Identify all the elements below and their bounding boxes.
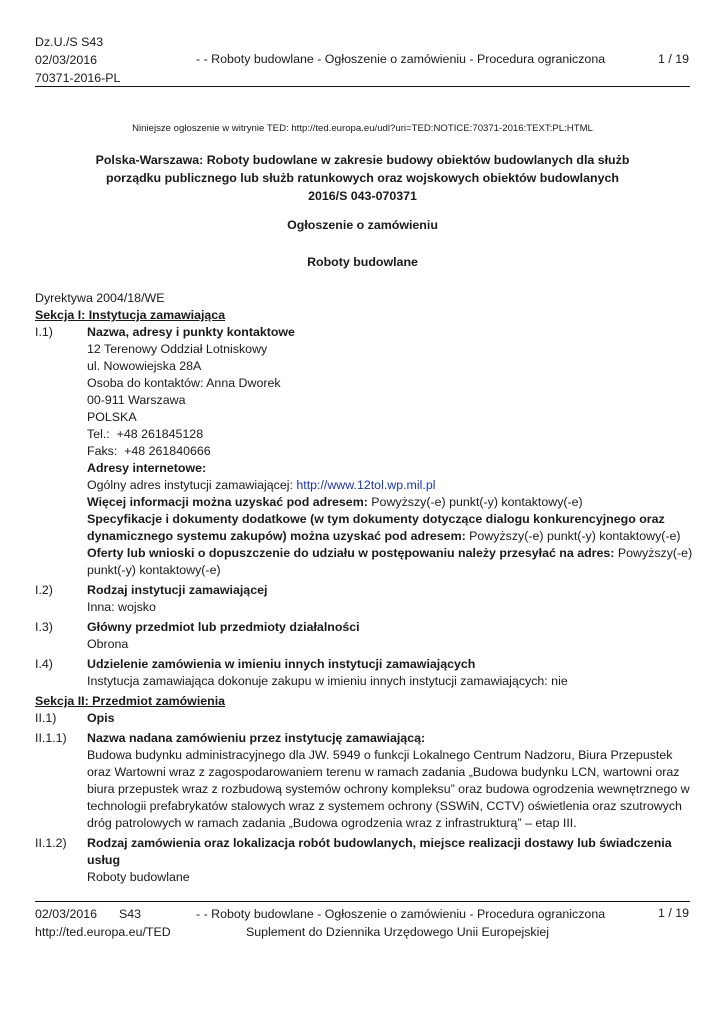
more-info xyxy=(87,494,692,511)
item-heading: Główny przedmiot lub przedmioty działalności xyxy=(87,620,360,634)
item-number: I.3) xyxy=(35,620,53,634)
header-page-number: 1 / 19 xyxy=(657,52,689,66)
item-heading: Udzielenie zamówienia w imieniu innych instytucji zamawiających xyxy=(87,657,476,671)
address-line: 12 Terenowy Oddział Lotniskowy xyxy=(87,342,268,356)
contact-person: Osoba do kontaktów: Anna Dworek xyxy=(87,376,281,390)
header-divider xyxy=(35,86,690,87)
section-1-title: Sekcja I: Instytucja zamawiająca xyxy=(35,308,226,322)
phone: Tel.: +48 261845128 xyxy=(87,427,204,441)
item-value: Roboty budowlane xyxy=(87,870,190,884)
item-number: II.1.1) xyxy=(35,731,67,745)
section-i1 xyxy=(35,324,693,579)
offers-value: Powyższy(-e) xyxy=(614,546,693,560)
item-number: I.4) xyxy=(35,657,53,671)
spec-docs xyxy=(87,528,692,545)
contract-name-line: biura przepustek wraz z rozbudową systemów ochrony kompleksu” oraz budowa ogrodzenia wewnętrznego w xyxy=(87,782,690,796)
item-number: I.1) xyxy=(35,325,53,339)
item-heading: Rodzaj zamówienia oraz lokalizacja robót budowlanych, miejsce realizacji dostawy lub świadczenia xyxy=(87,836,672,850)
item-number: I.2) xyxy=(35,583,53,597)
offers-label: Oferty lub wnioski o dopuszczenie do udziału w postępowaniu należy przesyłać na adres: xyxy=(87,546,615,560)
contract-type-heading: Roboty budowlane xyxy=(307,255,418,269)
footer-date: 02/03/2016 xyxy=(35,907,98,921)
footer-title: - - Roboty budowlane - Ogłoszenie o zamówieniu - Procedura ograniczona xyxy=(196,907,606,921)
journal-ref: Dz.U./S S43 xyxy=(35,35,104,49)
section-ii1 xyxy=(35,710,690,727)
section-ii12 xyxy=(35,835,690,886)
footer-url[interactable]: http://ted.europa.eu/TED xyxy=(35,925,171,939)
general-address xyxy=(87,477,692,494)
notice-id: 70371-2016-PL xyxy=(35,71,121,85)
offers-address xyxy=(87,545,692,562)
contract-name-line: technologii prefabrykatów stalowych wraz z systemem ochrony (SSWiN, CCTV) oświetlenia oraz szutrowych xyxy=(87,799,682,813)
item-heading: Opis xyxy=(87,711,115,725)
item-heading: Nazwa, adresy i punkty kontaktowe xyxy=(87,325,295,339)
item-value: Obrona xyxy=(87,637,129,651)
general-address-label: Ogólny adres instytucji zamawiającej: xyxy=(87,478,297,492)
general-address-link[interactable]: http://www.12tol.wp.mil.pl xyxy=(296,478,436,492)
spec-label: dynamicznego systemu zakupów) można uzyskać pod adresem: xyxy=(87,529,466,543)
address-line: 00-911 Warszawa xyxy=(87,393,186,407)
main-title xyxy=(60,151,665,205)
footer-series: S43 xyxy=(119,907,142,921)
header-title: - - Roboty budowlane - Ogłoszenie o zamówieniu - Procedura ograniczona xyxy=(196,52,606,66)
section-2-title: Sekcja II: Przedmiot zamówienia xyxy=(35,694,226,708)
spec-label: Specyfikacje i dokumenty dodatkowe (w tym dokumenty dotyczące dialogu konkurencyjnego oraz xyxy=(87,512,665,526)
item-heading: Nazwa nadana zamówieniu przez instytucję zamawiającą: xyxy=(87,731,426,745)
section-i3 xyxy=(35,619,690,653)
directive: Dyrektywa 2004/18/WE xyxy=(35,291,165,305)
spec-value: Powyższy(-e) punkt(-y) kontaktowy(-e) xyxy=(465,529,681,543)
fax: Faks: +48 261840666 xyxy=(87,444,211,458)
item-heading: Rodzaj instytucji zamawiającej xyxy=(87,583,268,597)
section-ii11 xyxy=(35,730,690,832)
footer-center xyxy=(196,905,606,941)
more-info-label: Więcej informacji można uzyskać pod adresem: xyxy=(87,495,368,509)
item-heading: usług xyxy=(87,853,121,867)
header-date: 02/03/2016 xyxy=(35,53,98,67)
section-i4 xyxy=(35,656,690,690)
contract-name-line: Budowa budynku administracyjnego dla JW. 5949 o funkcji Lokalnego Centrum Nadzoru, Biura Przepustek xyxy=(87,748,673,762)
internet-addresses-heading: Adresy internetowe: xyxy=(87,461,207,475)
footer-page-number: 1 / 19 xyxy=(657,906,689,920)
main-title-line: porządku publicznego lub służb ratunkowych oraz wojskowych obiektów budowlanych xyxy=(106,171,619,185)
header-left xyxy=(35,33,120,87)
item-number: II.1) xyxy=(35,711,57,725)
address-line: ul. Nowowiejska 28A xyxy=(87,359,202,373)
section-i2 xyxy=(35,582,690,616)
contract-name-line: oraz Wartowni wraz z zagospodarowaniem terenu w ramach zadania „Budowa budynku LCN, wartowni oraz xyxy=(87,765,680,779)
ted-notice-line[interactable]: Niniejsze ogłoszenie w witrynie TED: http://ted.europa.eu/udl?uri=TED:NOTICE:70371-2016:TEXT:PL:HTML xyxy=(132,123,593,134)
document-body xyxy=(35,290,693,886)
item-value: Inna: wojsko xyxy=(87,600,156,614)
main-title-line: 2016/S 043-070371 xyxy=(308,189,417,203)
contract-name-line: dróg patrolowych w ramach zadania „Budowa ogrodzenia wraz z infrastrukturą” – etap III. xyxy=(87,816,577,830)
footer-supplement: Suplement do Dziennika Urzędowego Unii Europejskiej xyxy=(245,925,550,939)
more-info-value: Powyższy(-e) punkt(-y) kontaktowy(-e) xyxy=(367,495,583,509)
footer-divider xyxy=(35,901,690,902)
address-country: POLSKA xyxy=(87,410,137,424)
item-value: Instytucja zamawiająca dokonuje zakupu w imieniu innych instytucji zamawiających: nie xyxy=(87,674,568,688)
offers-value: punkt(-y) kontaktowy(-e) xyxy=(87,563,221,577)
main-title-line: Polska-Warszawa: Roboty budowlane w zakresie budowy obiektów budowlanych dla służb xyxy=(95,153,630,167)
footer-left xyxy=(35,905,171,941)
item-number: II.1.2) xyxy=(35,836,67,850)
notice-type-heading: Ogłoszenie o zamówieniu xyxy=(287,218,438,232)
